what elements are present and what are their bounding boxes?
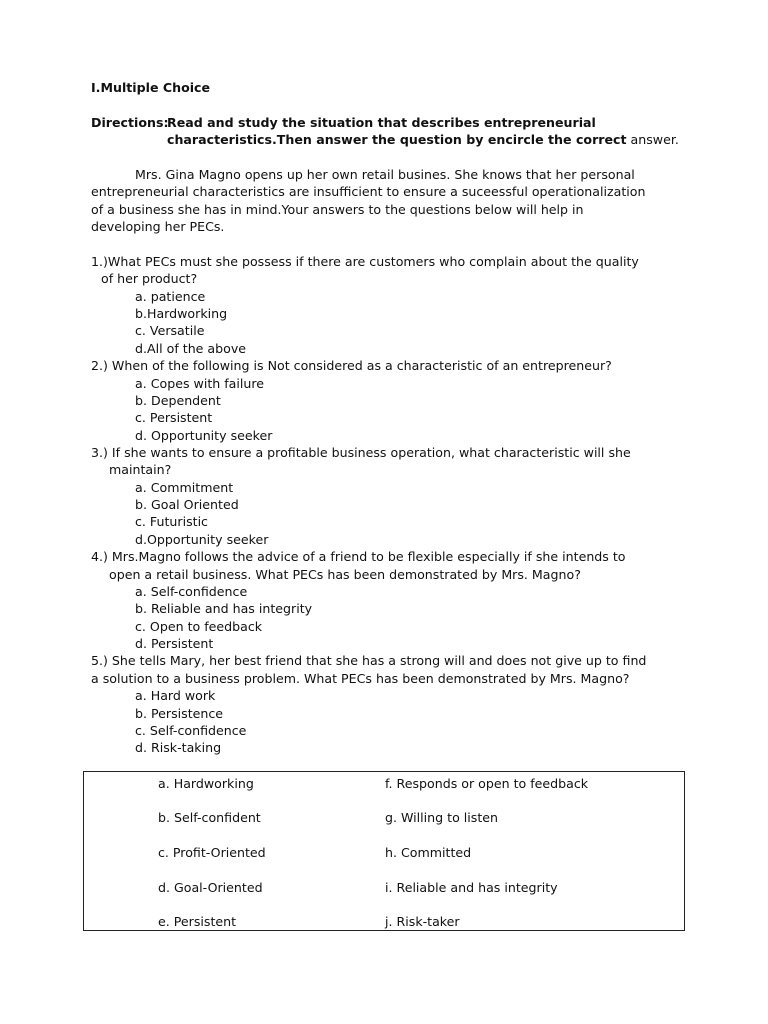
situation-line: Mrs. Gina Magno opens up her own retail busines. She knows that her personal [135, 167, 635, 182]
question-3-option-b[interactable]: b. Goal Oriented [135, 497, 239, 512]
question-3-option-d[interactable]: d.Opportunity seeker [135, 532, 269, 547]
question-1-option-a[interactable]: a. patience [135, 289, 206, 304]
choice-item: c. Profit-Oriented [158, 845, 266, 860]
question-5-option-c[interactable]: c. Self-confidence [135, 723, 247, 738]
question-5-option-b[interactable]: b. Persistence [135, 706, 224, 721]
situation-line: of a business she has in mind.Your answers to the questions below will help in [91, 202, 584, 217]
directions-label: Directions: [91, 115, 169, 130]
question-4-text: 4.) Mrs.Magno follows the advice of a friend to be flexible especially if she intends to [91, 549, 626, 564]
question-4-text-cont: open a retail business. What PECs has been demonstrated by Mrs. Magno? [109, 567, 581, 582]
choice-item: b. Self-confident [158, 810, 261, 825]
choice-item: h. Committed [385, 845, 472, 860]
question-5-text-cont: a solution to a business problem. What PECs has been demonstrated by Mrs. Magno? [91, 671, 630, 686]
question-1-option-c[interactable]: c. Versatile [135, 323, 205, 338]
directions-line-2-bold: characteristics.Then answer the question by encircle the correct [167, 132, 627, 147]
choice-item: a. Hardworking [158, 776, 254, 791]
choice-item: e. Persistent [158, 914, 237, 929]
question-2-option-d[interactable]: d. Opportunity seeker [135, 428, 273, 443]
question-4-option-d[interactable]: d. Persistent [135, 636, 214, 651]
choice-item: i. Reliable and has integrity [385, 880, 558, 895]
question-1-text-cont: of her product? [101, 271, 198, 286]
question-3-text-cont: maintain? [109, 462, 172, 477]
question-5-option-d[interactable]: d. Risk-taking [135, 740, 222, 755]
choice-item: g. Willing to listen [385, 810, 499, 825]
question-3-option-a[interactable]: a. Commitment [135, 480, 234, 495]
question-1-text: 1.)What PECs must she possess if there are customers who complain about the quality [91, 254, 639, 269]
choice-item: j. Risk-taker [385, 914, 460, 929]
situation-line: developing her PECs. [91, 219, 225, 234]
directions-line-1: Read and study the situation that describes entrepreneurial [167, 115, 596, 130]
question-2-text: 2.) When of the following is Not considered as a characteristic of an entrepreneur? [91, 358, 612, 373]
question-3-text: 3.) If she wants to ensure a profitable business operation, what characteristic will she [91, 445, 631, 460]
directions-line-2 [167, 132, 679, 148]
question-2-option-c[interactable]: c. Persistent [135, 410, 213, 425]
choice-item: d. Goal-Oriented [158, 880, 263, 895]
question-4-option-a[interactable]: a. Self-confidence [135, 584, 248, 599]
question-1-option-b[interactable]: b.Hardworking [135, 306, 228, 321]
directions-line-2-normal: answer. [626, 132, 679, 147]
question-2-option-b[interactable]: b. Dependent [135, 393, 221, 408]
question-4-option-c[interactable]: c. Open to feedback [135, 619, 263, 634]
question-5-text: 5.) She tells Mary, her best friend that she has a strong will and does not give up to find [91, 653, 647, 668]
question-4-option-b[interactable]: b. Reliable and has integrity [135, 601, 313, 616]
section-title: I.Multiple Choice [91, 80, 211, 95]
choice-item: f. Responds or open to feedback [385, 776, 589, 791]
question-5-option-a[interactable]: a. Hard work [135, 688, 216, 703]
question-3-option-c[interactable]: c. Futuristic [135, 514, 208, 529]
question-2-option-a[interactable]: a. Copes with failure [135, 376, 265, 391]
situation-line: entrepreneurial characteristics are insufficient to ensure a suceessful operationalization [91, 184, 646, 199]
question-1-option-d[interactable]: d.All of the above [135, 341, 247, 356]
